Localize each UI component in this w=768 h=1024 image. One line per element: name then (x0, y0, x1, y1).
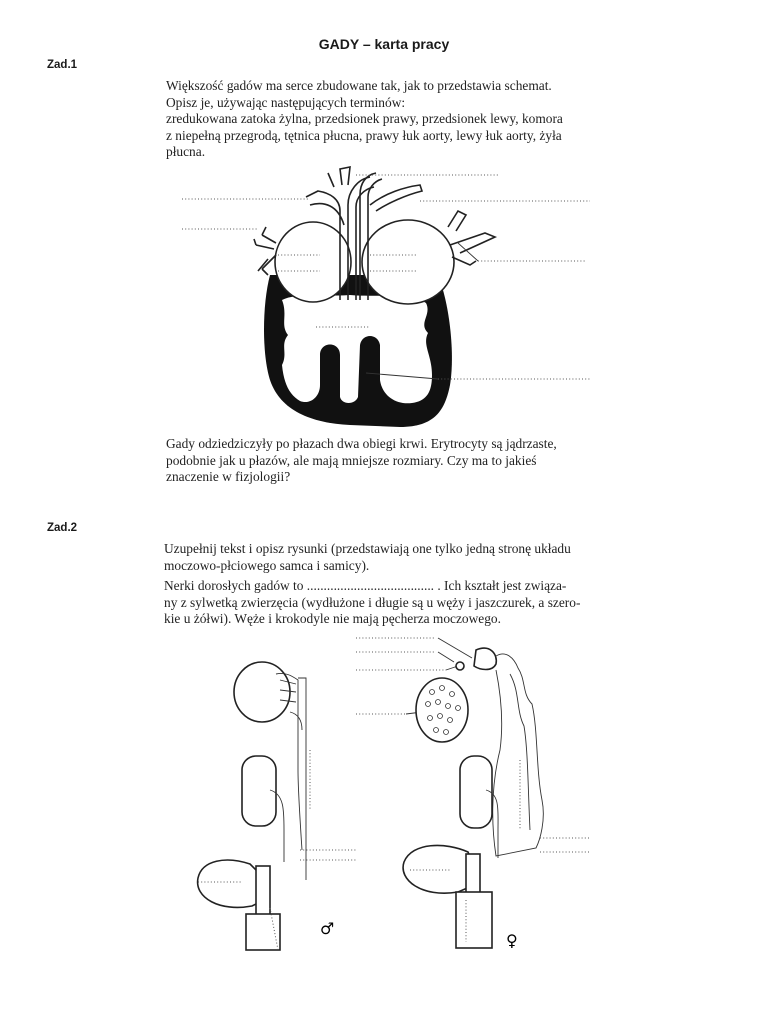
intro-line: z niepełną przegrodą, tętnica płucna, prawy łuk aorty, lewy łuk aorty, żyła (166, 127, 562, 143)
intro-line: Uzupełnij tekst i opisz rysunki (przedstawiają one tylko jedną stronę układu (164, 541, 571, 556)
female-urogenital-diagram (350, 630, 610, 960)
female-symbol-icon: ♀ (506, 931, 518, 950)
question-line: znaczenie w fizjologii? (166, 469, 291, 484)
question-line: podobnie jak u płazów, ale mają mniejsze rozmiary. Czy ma to jakieś (166, 452, 537, 468)
intro-line: moczowo-płciowego samca i samicy). (164, 557, 370, 573)
left-atrium (362, 220, 454, 304)
bladder (198, 860, 264, 907)
page-title: GADY – karta pracy (318, 36, 450, 52)
question-line: Gady odziedziczyły po płazach dwa obiegi krwi. Erytrocyty są jądrzaste, (166, 436, 557, 451)
task-1-label: Zad.1 (47, 59, 78, 71)
intro-line: Większość gadów ma serce zbudowane tak, jak to przedstawia schemat. (166, 78, 552, 93)
kidney (242, 756, 276, 826)
task-2-text (164, 578, 624, 628)
task-1-question (166, 436, 626, 486)
text-line: ny z sylwetką zwierzęcia (wydłużone i długie są u węży i jaszczurek, a szero- (164, 594, 581, 610)
testis (234, 662, 290, 722)
bladder (403, 845, 472, 893)
text-line: kie u żółwi). Węże i krokodyle nie mają pęcherza moczowego. (164, 611, 501, 626)
text-line: Nerki dorosłych gadów to ...................................... . Ich kształt jest związa- (164, 578, 567, 593)
intro-line: płucna. (166, 144, 206, 159)
kidney (460, 756, 492, 828)
reptile-heart-diagram (170, 165, 600, 433)
task-2-intro (164, 541, 624, 574)
task-1-intro (166, 78, 626, 161)
male-symbol-icon: ♂ (320, 919, 335, 938)
ovary (416, 678, 468, 742)
intro-line: zredukowana zatoka żylna, przedsionek prawy, przedsionek lewy, komora (166, 111, 563, 126)
task-2-label: Zad.2 (47, 522, 78, 534)
intro-line: Opisz je, używając następujących terminów: (166, 94, 406, 110)
oviduct-funnel (474, 648, 496, 669)
